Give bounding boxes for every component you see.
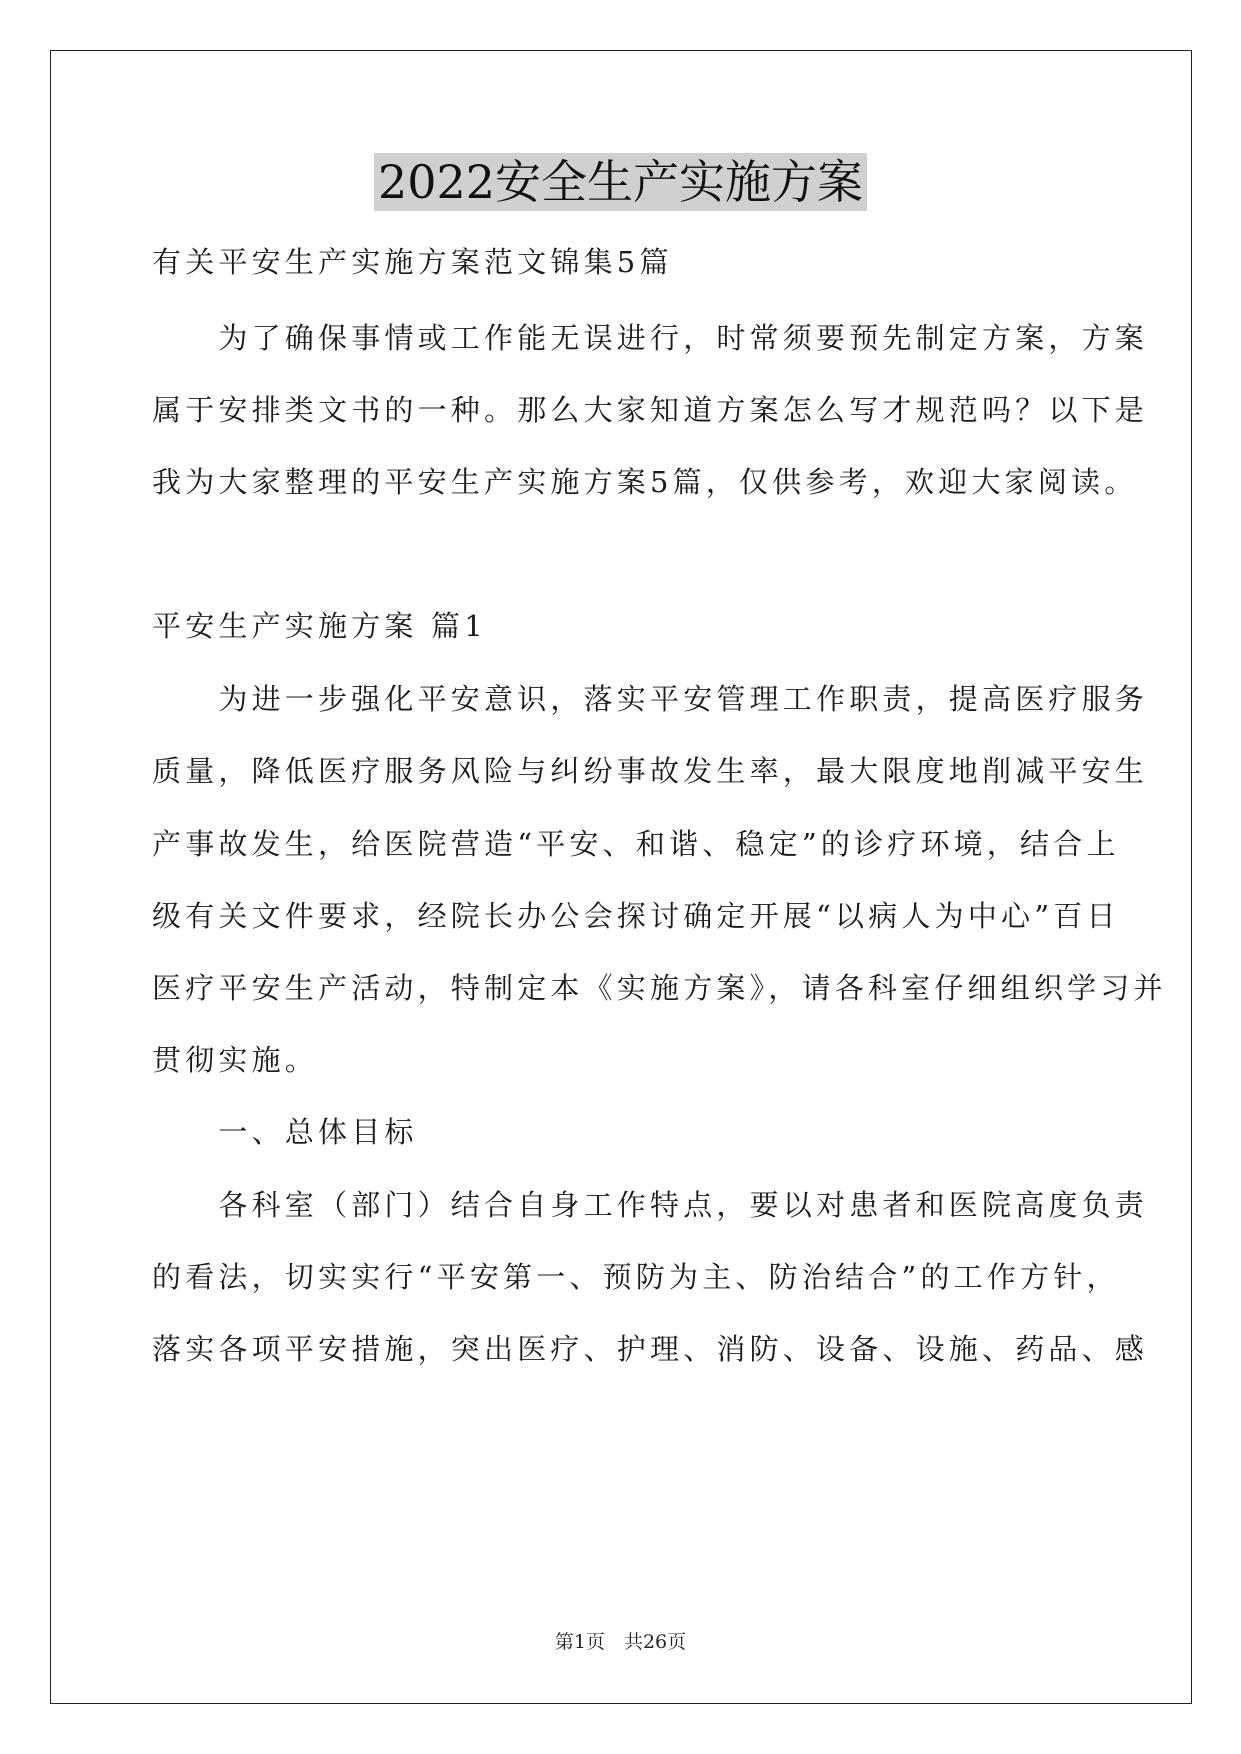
page-border (50, 50, 1192, 1704)
paragraph-line: 质量，降低医疗服务风险与纠纷事故发生率，最大限度地削减平安生 (152, 754, 1149, 788)
paragraph-line: 贯彻实施。 (152, 1043, 319, 1077)
paragraph-line: 产事故发生，给医院营造“平安、和谐、稳定”的诊疗环境，结合上 (152, 827, 1120, 861)
paragraph-line: 为进一步强化平安意识，落实平安管理工作职责，提高医疗服务 (152, 682, 1149, 716)
section-heading: 平安生产实施方案 篇1 (152, 609, 487, 643)
paragraph-line: 级有关文件要求，经院长办公会探讨确定开展“以病人为中心”百日 (152, 899, 1120, 933)
subheading: 一、总体目标 (152, 1115, 418, 1149)
paragraph-line: 各科室（部门）结合自身工作特点，要以对患者和医院高度负责 (152, 1188, 1149, 1222)
paragraph-line: 属于安排类文书的一种。那么大家知道方案怎么写才规范吗？以下是 (152, 393, 1149, 427)
paragraph-line: 落实各项平安措施，突出医疗、护理、消防、设备、设施、药品、感 (152, 1332, 1149, 1366)
document-title: 2022安全生产实施方案 (374, 153, 867, 211)
page-number: 第1页 共26页 (554, 1631, 687, 1653)
title-container (0, 153, 1241, 211)
paragraph-line: 医疗平安生产活动，特制定本《实施方案》，请各科室仔细组织学习并 (152, 971, 1167, 1005)
paragraph-line: 为了确保事情或工作能无误进行，时常须要预先制定方案，方案 (152, 321, 1149, 355)
subtitle: 有关平安生产实施方案范文锦集5篇 (152, 245, 673, 279)
paragraph-line: 的看法，切实实行“平安第一、预防为主、防治结合”的工作方针， (152, 1260, 1120, 1294)
paragraph-line: 我为大家整理的平安生产实施方案5篇，仅供参考，欢迎大家阅读。 (152, 465, 1138, 499)
